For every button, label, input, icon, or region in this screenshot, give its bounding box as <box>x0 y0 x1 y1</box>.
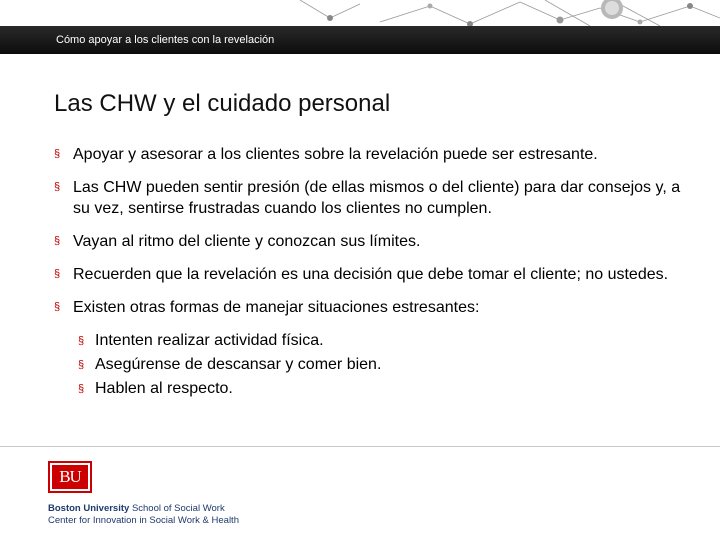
bullet-item <box>54 144 694 165</box>
sub-bullet-text: Hablen al respecto. <box>95 380 233 397</box>
bullet-icon: § <box>54 148 61 160</box>
bullet-icon: § <box>54 235 61 247</box>
bullet-icon: § <box>54 301 61 313</box>
school-name: School of Social Work <box>131 503 225 514</box>
bullet-item <box>54 177 694 219</box>
bullet-list <box>54 144 694 413</box>
sub-bullet-icon: § <box>78 335 85 347</box>
section-title: Cómo apoyar a los clientes con la revelación <box>56 34 275 46</box>
sub-bullet-icon: § <box>78 359 85 371</box>
footer-center-line: Center for Innovation in Social Work & Health <box>48 515 239 526</box>
header-bar <box>0 26 720 54</box>
sub-bullet-text: Asegúrense de descansar y comer bien. <box>95 356 382 373</box>
sub-bullet-item <box>78 329 694 353</box>
network-graphic <box>0 0 720 26</box>
sub-bullet-icon: § <box>78 383 85 395</box>
bullet-item <box>54 264 694 285</box>
bullet-icon: § <box>54 268 61 280</box>
sub-bullet-item <box>78 377 694 401</box>
bullet-text: Apoyar y asesorar a los clientes sobre la revelación puede ser estresante. <box>73 146 598 163</box>
sub-bullet-text: Intenten realizar actividad física. <box>95 332 324 349</box>
sub-bullet-item <box>78 353 694 377</box>
sub-bullet-list <box>78 329 694 401</box>
slide-title: Las CHW y el cuidado personal <box>54 90 391 117</box>
footer-university-line <box>48 503 225 514</box>
footer-divider <box>0 446 720 447</box>
bu-logo <box>48 461 92 493</box>
bullet-icon: § <box>54 181 61 193</box>
bullet-text: Vayan al ritmo del cliente y conozcan sus límites. <box>73 233 421 250</box>
bullet-item <box>54 297 694 401</box>
bullet-text: Las CHW pueden sentir presión (de ellas mismos o del cliente) para dar consejos y, a su vez, sentirse frustradas cuando los clientes no cumplen. <box>73 179 681 217</box>
university-name: Boston University <box>48 503 130 514</box>
bullet-item <box>54 231 694 252</box>
bullet-text: Recuerden que la revelación es una decisión que debe tomar el cliente; no ustedes. <box>73 266 669 283</box>
bu-logo-text: BU <box>52 465 88 489</box>
bullet-text: Existen otras formas de manejar situaciones estresantes: <box>73 299 480 316</box>
